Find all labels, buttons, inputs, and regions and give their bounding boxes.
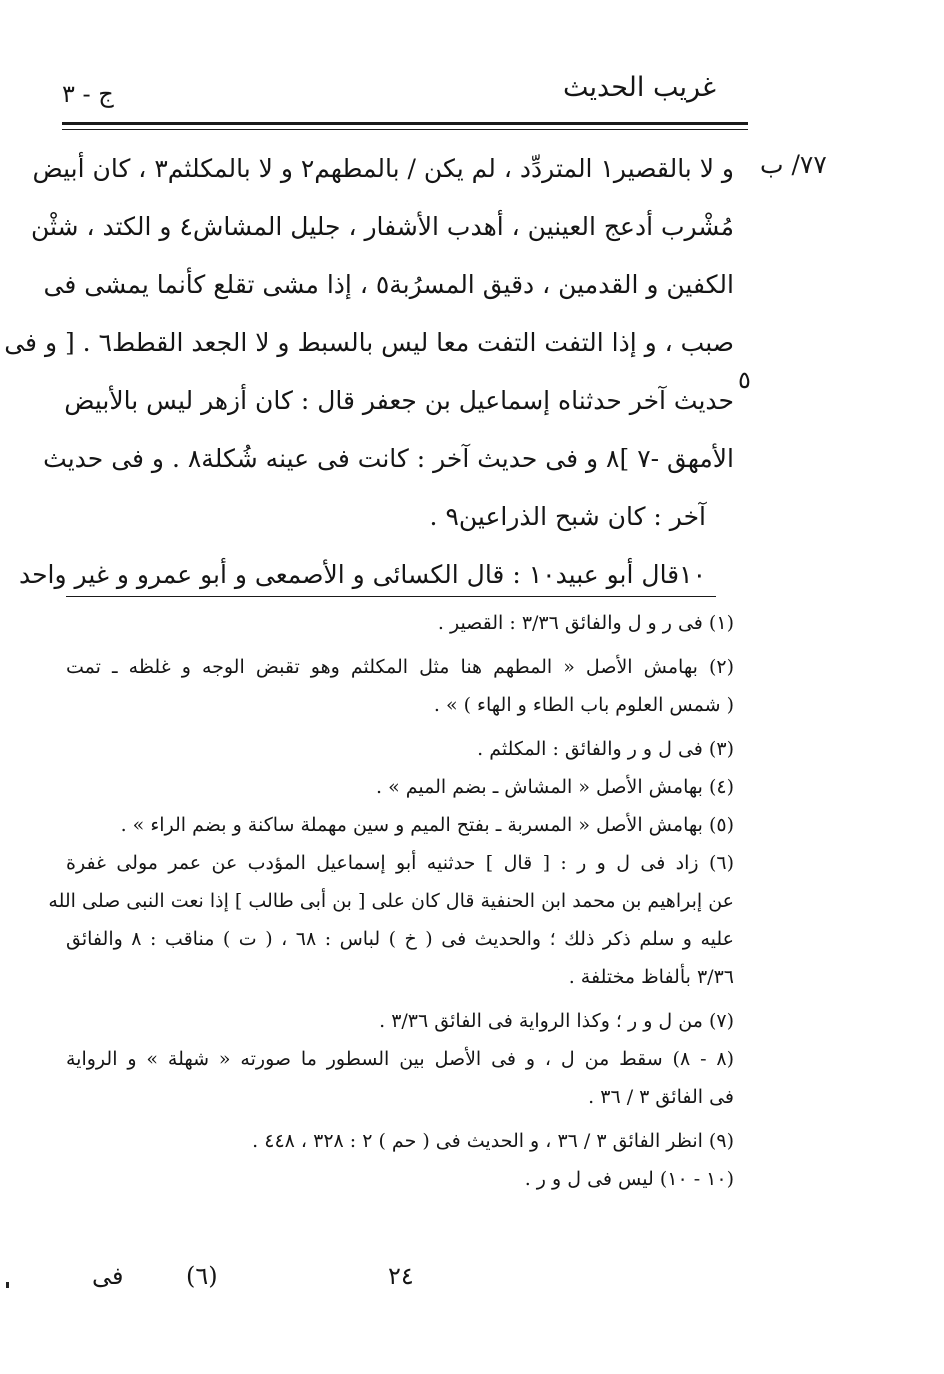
footnote-line: فى الفائق ٣ / ٣٦ . <box>588 1086 734 1108</box>
margin-line-number: ٥ <box>738 366 751 394</box>
footnote-line: عليه و سلم ذكر ذلك ؛ والحديث فى ( خ ) لباس : ٦٨ ، ( ت ) مناقب : ٨ والفائق <box>66 928 734 950</box>
main-text-line: الأمهق -٧ ]٨ و فى حديث آخر : كانت فى عينه شُكلة٨ . و فى حديث <box>43 444 734 473</box>
footnote-line: عن إبراهيم بن محمد ابن الحنفية قال كان على [ بن أبى طالب ] إذا نعت النبى صلى الله <box>48 890 734 912</box>
footnote-line: (٦) زاد فى ل و ر : [ قال ] حدثنيه أبو إسماعيل المؤدب عن عمر مولى غفرة <box>66 852 734 874</box>
volume-label: ج - ٣ <box>62 80 114 108</box>
catchword: فى <box>92 1262 124 1290</box>
footnote-line: ٣/٣٦ بألفاظ مختلفة . <box>568 966 734 988</box>
main-text-line: آخر : كان شبح الذراعين٩ . <box>429 502 706 531</box>
footnote-line: (٨ - ٨) سقط من ل ، و فى الأصل بين السطور ما صورته « شهلة » و الرواية <box>66 1048 735 1070</box>
footnote-line: (٣) فى ل و ر والفائق : المكلثم . <box>477 738 734 760</box>
main-text-line: صبب ، و إذا التفت التفت معا ليس بالسبط و لا الجعد القطط٦ . [ و فى <box>4 328 734 357</box>
main-text-line: و لا بالقصير١ المتردِّد ، لم يكن / بالمطهم٢ و لا بالمكلثم٣ ، كان أبيض <box>32 154 734 183</box>
footnote-separator <box>66 596 716 597</box>
page-number: ٢٤ <box>388 1262 414 1290</box>
footnotes-block <box>48 604 735 1198</box>
footnote-line: (١) فى ر و ل والفائق ٣/٣٦ : القصير . <box>437 612 734 634</box>
footnote-line: (٢) بهامش الأصل « المطهم هنا مثل المكلثم وهو تقبض الوجه و غلظه ـ تمت <box>66 656 734 678</box>
footnote-line: ( شمس العلوم باب الطاء و الهاء ) » . <box>433 694 734 716</box>
main-text-line: حديث آخر حدثناه إسماعيل بن جعفر قال : كان أزهر ليس بالأبيض <box>64 386 734 415</box>
running-title: غريب الحديث <box>563 72 716 103</box>
signature-mark: (٦) <box>186 1262 218 1290</box>
header-rule-thick <box>62 122 748 125</box>
footnote-line: (٥) بهامش الأصل « المسربة ـ بفتح الميم و سين مهملة ساكنة و بضم الراء » . <box>120 814 734 836</box>
main-text-block <box>4 140 734 604</box>
margin-folio-note: ٧٧/ ب <box>760 150 827 179</box>
footnote-line: (٤) بهامش الأصل « المشاش ـ بضم الميم » . <box>376 776 734 798</box>
scan-speck <box>6 1282 9 1288</box>
main-text-line: الكفين و القدمين ، دقيق المسرُبة٥ ، إذا مشى تقلع كأنما يمشى فى <box>43 270 734 299</box>
main-text-line: مُشْرب أدعج العينين ، أهدب الأشفار ، جليل المشاش٤ و الكتد ، شثْن <box>30 212 734 241</box>
footnote-line: (٧) من ل و ر ؛ وكذا الرواية فى الفائق ٣/٣٦ . <box>379 1010 734 1032</box>
header-rule-thin <box>62 129 748 130</box>
footnote-line: (٩) انظر الفائق ٣ / ٣٦ ، و الحديث فى ( حم ) ٢ : ٣٢٨ ، ٤٤٨ . <box>252 1130 734 1152</box>
footnote-line: (١٠ - ١٠) ليس فى ل و ر . <box>524 1168 734 1190</box>
main-text-line: ١٠قال أبو عبيد١٠ : قال الكسائى و الأصمعى و أبو عمرو و غير واحد <box>18 560 706 589</box>
